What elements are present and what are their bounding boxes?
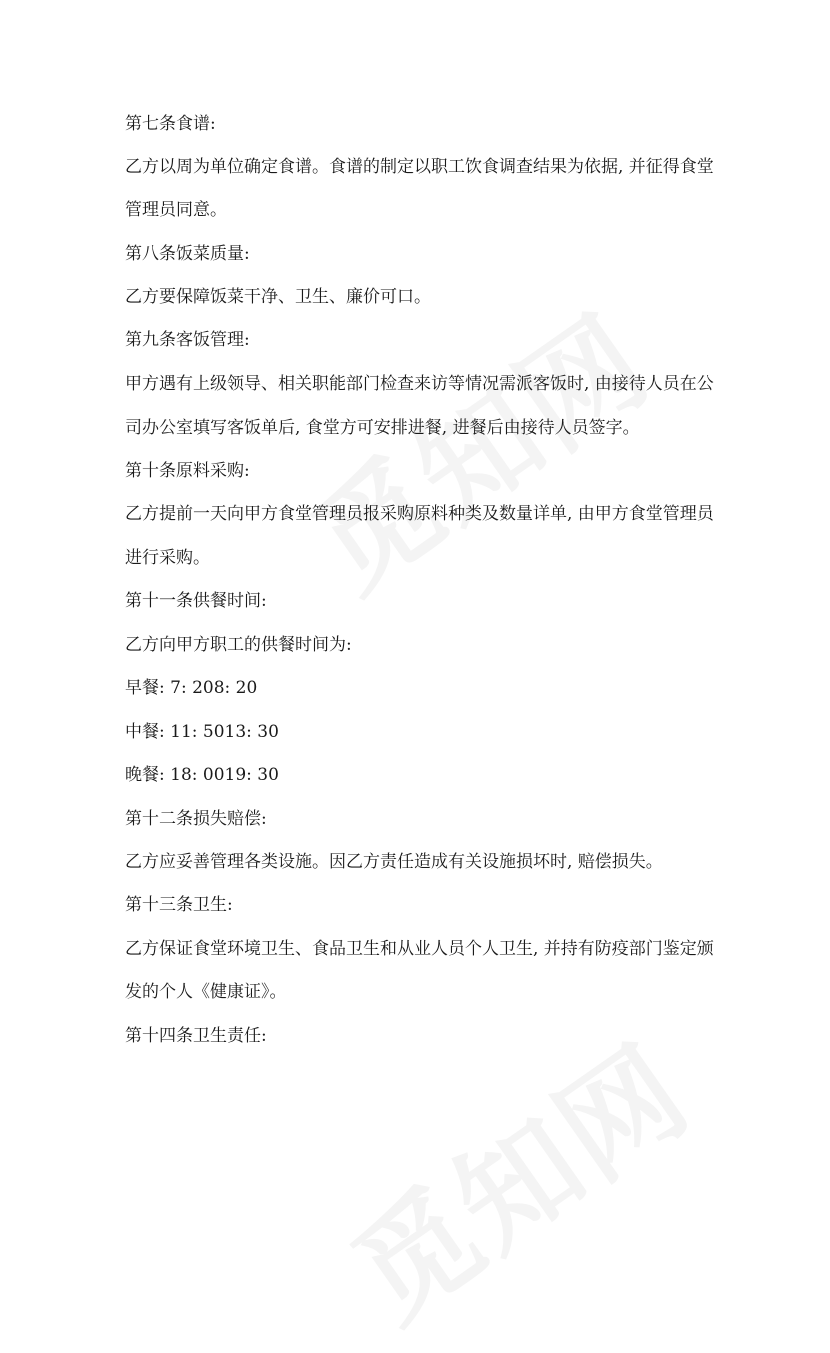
paragraph-line: 乙方应妥善管理各类设施。因乙方责任造成有关设施损坏时, 赔偿损失。 bbox=[125, 852, 663, 872]
article-7-heading: 第七条食谱: bbox=[125, 114, 216, 134]
paragraph-line: 乙方要保障饭菜干净、卫生、廉价可口。 bbox=[125, 287, 431, 307]
paragraph-line: 乙方保证食堂环境卫生、食品卫生和从业人员个人卫生, 并持有防疫部门鉴定颁 bbox=[125, 939, 714, 959]
article-14-heading: 第十四条卫生责任: bbox=[125, 1026, 267, 1046]
paragraph-line: 发的个人《健康证》。 bbox=[125, 982, 287, 1002]
paragraph-line: 乙方提前一天向甲方食堂管理员报采购原料种类及数量详单, 由甲方食堂管理员 bbox=[125, 504, 714, 524]
article-13-heading: 第十三条卫生: bbox=[125, 895, 233, 915]
watermark bbox=[314, 999, 717, 1353]
article-9-heading: 第九条客饭管理: bbox=[125, 330, 250, 350]
paragraph-line: 管理员同意。 bbox=[125, 200, 227, 220]
meal-time-dinner: 晚餐: 18: 0019: 30 bbox=[125, 765, 279, 785]
article-8-heading: 第八条饭菜质量: bbox=[125, 244, 250, 264]
article-10-heading: 第十条原料采购: bbox=[125, 461, 250, 481]
paragraph-line: 司办公室填写客饭单后, 食堂方可安排进餐, 进餐后由接待人员签字。 bbox=[125, 418, 640, 438]
meal-time-lunch: 中餐: 11: 5013: 30 bbox=[125, 722, 279, 742]
paragraph-line: 乙方向甲方职工的供餐时间为: bbox=[125, 635, 352, 655]
meal-time-breakfast: 早餐: 7: 208: 20 bbox=[125, 678, 258, 698]
paragraph-line: 乙方以周为单位确定食谱。食谱的制定以职工饮食调查结果为依据, 并征得食堂 bbox=[125, 157, 714, 177]
article-12-heading: 第十二条损失赔偿: bbox=[125, 809, 267, 829]
paragraph-line: 进行采购。 bbox=[125, 548, 210, 568]
watermark bbox=[274, 269, 677, 623]
article-11-heading: 第十一条供餐时间: bbox=[125, 591, 267, 611]
paragraph-line: 甲方遇有上级领导、相关职能部门检查来访等情况需派客饭时, 由接待人员在公 bbox=[125, 374, 714, 394]
